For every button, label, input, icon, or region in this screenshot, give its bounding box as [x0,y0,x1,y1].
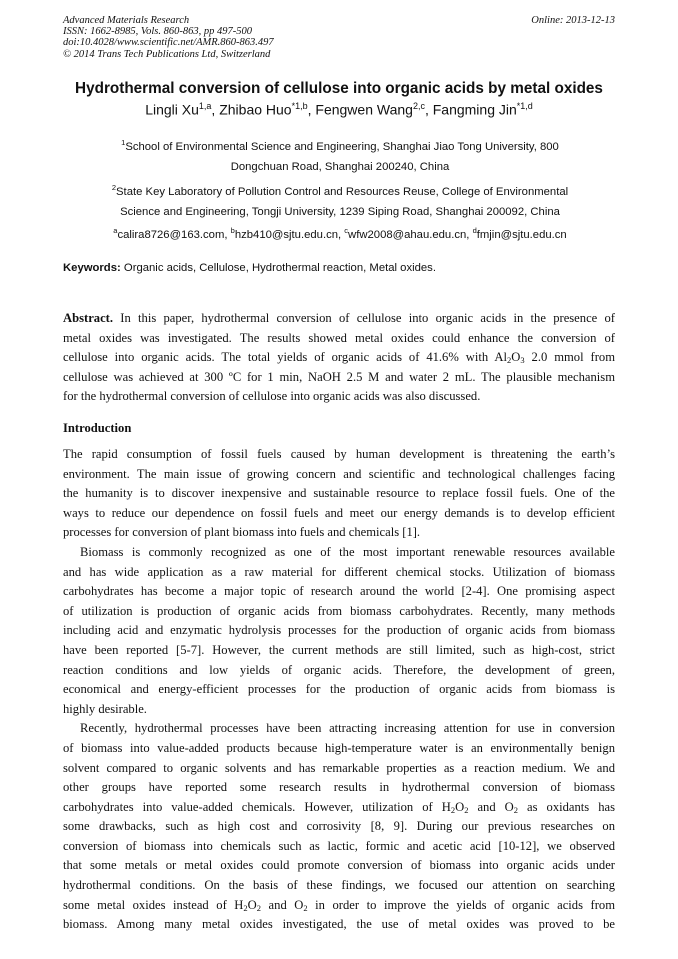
affiliation-text: School of Environmental Science and Engineering, Shanghai Jiao Tong University, 800 [125,140,559,153]
abstract-text: In this paper, hydrothermal conversion of cellulose into organic acids in the presence of [120,311,615,325]
abstract-label: Abstract. [63,311,114,325]
body-line: Biomass is commonly recognized as one of the most important renewable resources available [80,544,615,559]
abstract-line: cellulose was achieved at 300 ºC for 1 min, NaOH 2.5 M and water 2 mL. The plausible mechanism [63,369,615,384]
affiliation-2 [70,178,610,222]
keywords [63,262,436,274]
subscript: 2 [507,355,512,366]
body-line [63,896,615,916]
section-heading: Introduction [63,421,132,435]
email-sup: b [230,226,235,235]
body-text-run: some metal oxides instead of H [63,897,244,912]
body-line: biomass. Among many metal oxides investigated, the use of metal oxides was proved to be [63,917,615,932]
copyright-line: © 2014 Trans Tech Publications Ltd, Switzerland [63,48,271,60]
body-line: Recently, hydrothermal processes have been attracting increasing attention for use in conversion [80,721,615,736]
subscript: 3 [520,355,525,366]
body-line: economical and energy-efficient processes for the production of organic acids from biomass is [63,682,615,697]
abstract-text: 2.0 mmol from [524,350,615,365]
doi-line: doi:10.4028/www.scientific.net/AMR.860-863.497 [63,37,274,49]
email-sup: a [113,226,118,235]
body-line: highly desirable. [63,701,147,716]
abstract-line: for the hydrothermal conversion of cellulose into organic acids was also discussed. [63,389,481,404]
body-line: hydrothermal conditions. On the basis of these findings, we focused our attention on searching [63,878,615,893]
body-line [63,798,615,818]
email-link[interactable]: wfw2008@ahau.edu.cn [348,228,467,241]
body-line: that some metals or metal oxides could promote conversion of biomass into organic acids under [63,858,615,873]
body-text-run: carbohydrates into value-added chemicals. However, utilization of H [63,799,451,814]
author-name: Lingli Xu [145,101,199,118]
email-list: $^a$calira8726@163.com, $^b$hzb410@sjtu.edu.cn, $^c$wfw2008@ahau.edu.cn, $^d$fmjin@sjtu.edu.cn [113,226,567,241]
author-sup: *1,d [516,101,533,111]
email-sup: c [344,226,349,235]
body-line: some drawbacks, such as high cost and corrosivity [8, 9]. During our previous researches on [63,819,615,834]
body-line: and has wide application as a raw material for different chemical stocks. Utilization of biomass [63,564,615,579]
author-name: Fengwen Wang [315,101,413,118]
abstract-line [63,309,615,329]
body-line: carbohydrates has become a major topic of research around the world [2-4]. One promising aspect [63,584,615,599]
affiliation-text: State Key Laboratory of Pollution Control and Resources Reuse, College of Environmental [116,185,569,198]
affiliation-text: Dongchuan Road, Shanghai 200240, China [230,160,450,173]
abstract-line: metal oxides was investigated. The results showed metal oxides could enhance the conversion of [63,330,615,345]
body-text-run: O [247,897,257,912]
issn-line: ISSN: 1662-8985, Vols. 860-863, pp 497-500 [63,26,252,38]
email-link[interactable]: calira8726@163.com [117,228,225,241]
body-text [63,445,615,935]
journal-name: Advanced Materials Research [63,15,190,26]
paper-title: Hydrothermal conversion of cellulose into organic acids by metal oxides [75,80,603,97]
body-text-run: in order to improve the yields of organic acids from [307,897,616,912]
affiliation-sup: 2 [111,183,117,192]
body-line: solvent compared to organic solvents and has remarkable properties as a reaction medium. We and [63,760,615,775]
body-line: of utilization is production of organic acids from biomass carbohydrates. Recently, many methods [63,603,615,618]
abstract-text: cellulose into organic acids. The total yields of organic acids of 41.6% with Al [63,350,507,365]
body-line: conversion of biomass into chemicals such as lactic, formic and acetic acid [10-12], we observed [63,838,615,853]
author-sup: 1,a [198,101,212,111]
subscript: 2 [256,902,262,913]
abstract-line [63,348,615,368]
online-date: Online: 2013-12-13 [531,15,615,26]
body-line: reaction conditions and low yields of organic acids. Therefore, the development of green, [63,662,615,677]
body-line: ways to reduce our dependence on fossil fuels and meet our energy demands is to develop efficient [63,505,615,520]
author-sup: 2,c [412,101,425,111]
subscript: 2 [303,902,308,913]
affiliation-text: Science and Engineering, Tongji University, 1239 Siping Road, Shanghai 200092, China [120,205,560,218]
abstract [63,309,615,407]
affiliation-1 [70,133,610,177]
body-line: environment. The main issue of growing concern and scientific and technological challenges facing [63,466,615,481]
body-text-run: as oxidants has [518,799,616,814]
body-line: including acid and enzymatic hydrolysis processes for the production of organic acids from biomass [63,623,615,638]
body-line: the humanity is to discover inexpensive and sustainable resource to replace fossil fuels. One of the [63,486,615,501]
email-sup: d [472,226,477,235]
body-line: other groups have reported some research results in hydrothermal conversion of biomass [63,780,615,795]
body-text-run: and O [468,799,514,814]
subscript: 2 [243,902,248,913]
email-link[interactable]: hzb410@sjtu.edu.cn [234,228,339,241]
keywords-label: Keywords: [63,262,121,274]
body-text-run: and O [261,897,304,912]
author-list: Lingli Xu$^{1,a}$, Zhibao Huo$^{*1,b}$, Fengwen Wang$^{2,c}$, Fangming Jin$^{*1,d}$ [145,101,533,118]
body-line: The rapid consumption of fossil fuels caused by human development is threatening the earth’s [63,447,615,461]
author-name: Fangming Jin [432,101,517,118]
journal-header [63,15,274,60]
subscript: 2 [513,804,518,815]
abstract-text: O [511,350,521,365]
subscript: 2 [450,804,456,815]
body-text-run: O [455,799,465,814]
email-link[interactable]: fmjin@sjtu.edu.cn [476,228,567,241]
author-sup: *1,b [291,101,308,111]
author-name: Zhibao Huo [219,101,292,118]
body-line: processes for conversion of plant biomass into fuels and chemicals [1]. [63,525,421,540]
keywords-text: Organic acids, Cellulose, Hydrothermal reaction, Metal oxides. [123,262,436,274]
body-line: of biomass into value-added products because high-temperature water is an environmentally benign [63,740,615,755]
body-line: have been reported [5-7]. However, the current methods are still limited, such as high-cost, strict [63,642,615,657]
subscript: 2 [464,804,469,815]
affiliation-sup: 1 [121,138,126,147]
